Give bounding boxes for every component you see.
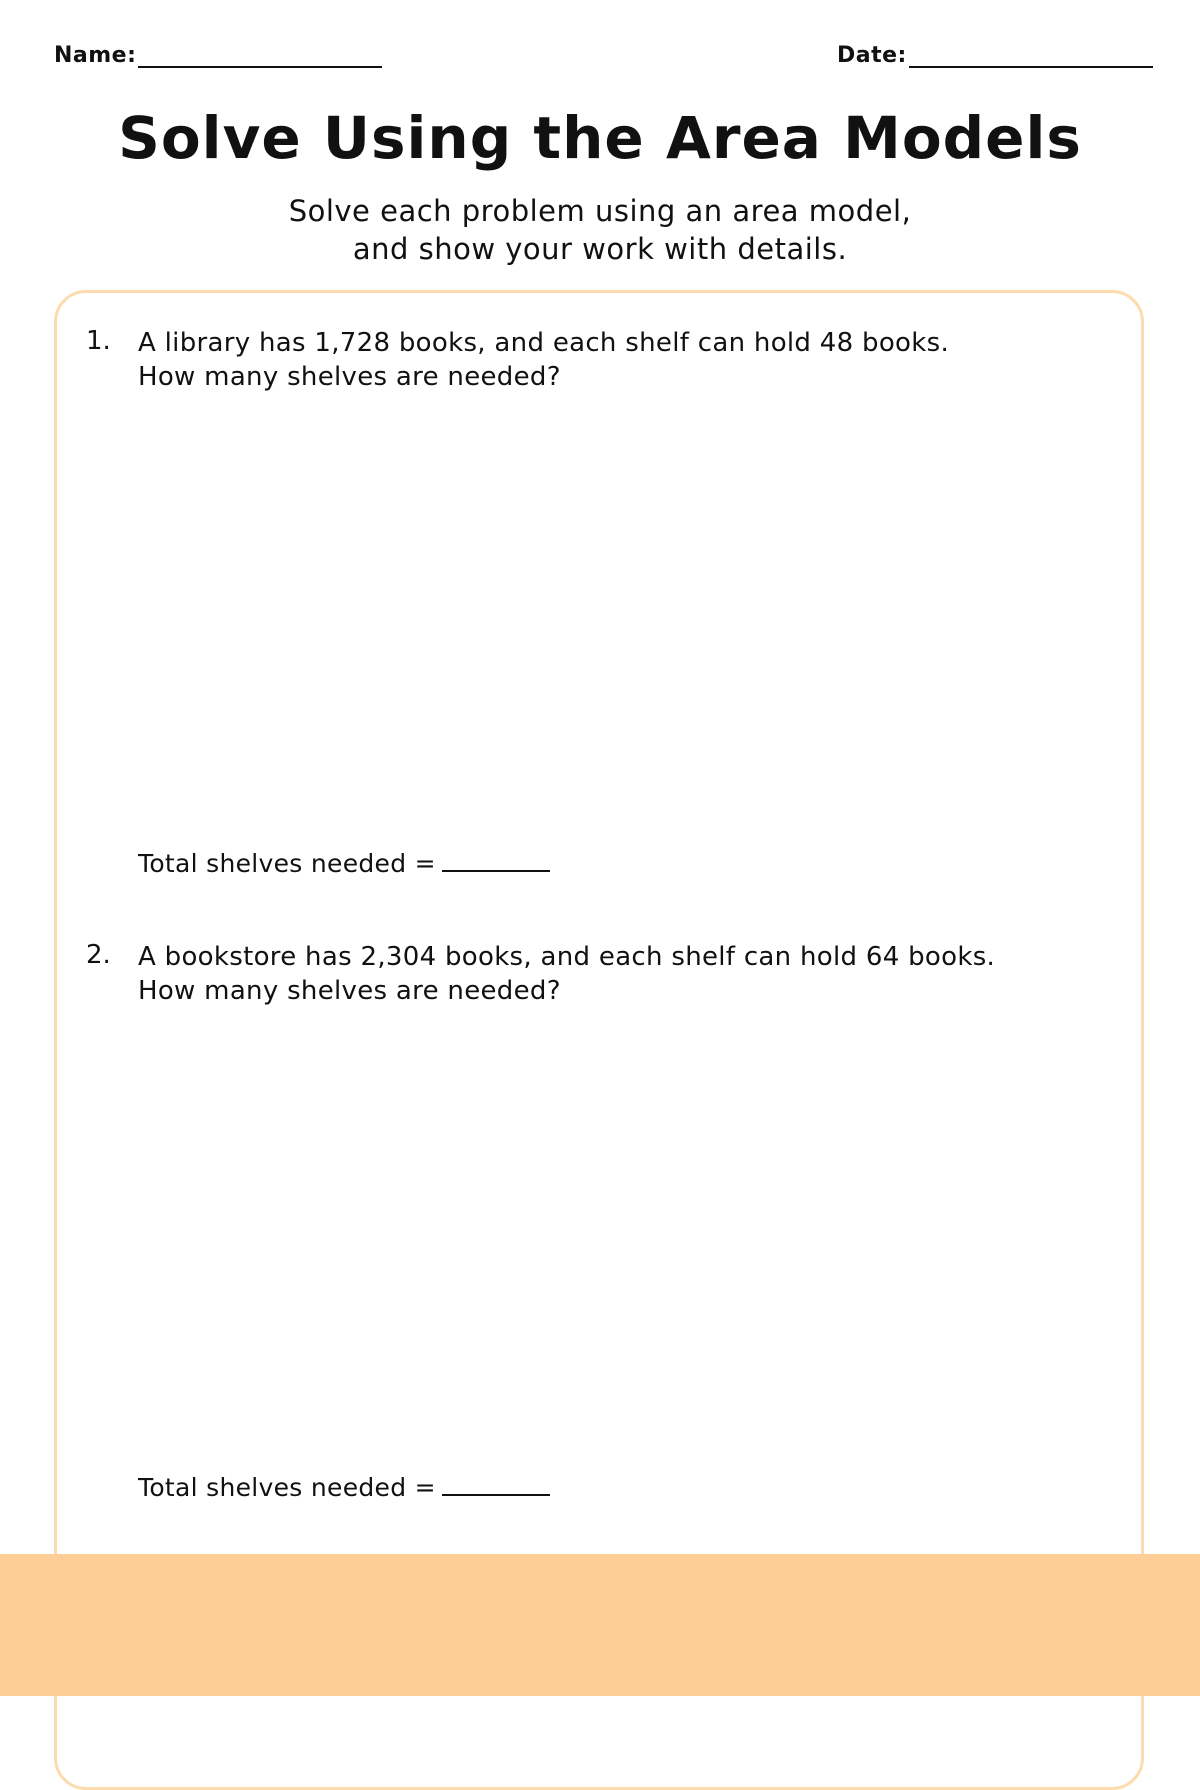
problem-1-line-1: A library has 1,728 books, and each shelf can hold 48 books. bbox=[138, 328, 950, 358]
problem-1-answer bbox=[138, 848, 550, 878]
problem-1-answer-blank[interactable] bbox=[442, 848, 550, 872]
date-blank-line[interactable] bbox=[909, 40, 1153, 68]
problem-2-text bbox=[138, 940, 995, 1008]
problem-2-answer-blank[interactable] bbox=[442, 1472, 550, 1496]
name-field bbox=[54, 40, 382, 68]
footer-band bbox=[0, 1554, 1200, 1696]
problem-2-line-2: How many shelves are needed? bbox=[138, 976, 561, 1006]
problem-1-text bbox=[138, 326, 949, 394]
header-row bbox=[54, 40, 1148, 76]
problem-1-answer-label: Total shelves needed = bbox=[138, 849, 436, 878]
date-field bbox=[837, 40, 1153, 68]
instructions-line-2: and show your work with details. bbox=[352, 232, 848, 266]
problem-2-answer-label: Total shelves needed = bbox=[138, 1473, 436, 1502]
problem-2-answer bbox=[138, 1472, 550, 1502]
problem-1-line-2: How many shelves are needed? bbox=[138, 362, 561, 392]
instructions-line-1: Solve each problem using an area model, bbox=[288, 194, 912, 228]
name-blank-line[interactable] bbox=[138, 40, 382, 68]
name-label: Name: bbox=[54, 43, 137, 68]
problem-2-line-1: A bookstore has 2,304 books, and each shelf can hold 64 books. bbox=[138, 942, 996, 972]
date-label: Date: bbox=[837, 43, 907, 68]
page-title: Solve Using the Area Models bbox=[118, 104, 1082, 172]
problem-1-number: 1. bbox=[86, 326, 111, 356]
problem-2-number: 2. bbox=[86, 940, 111, 970]
instructions bbox=[0, 192, 1200, 268]
